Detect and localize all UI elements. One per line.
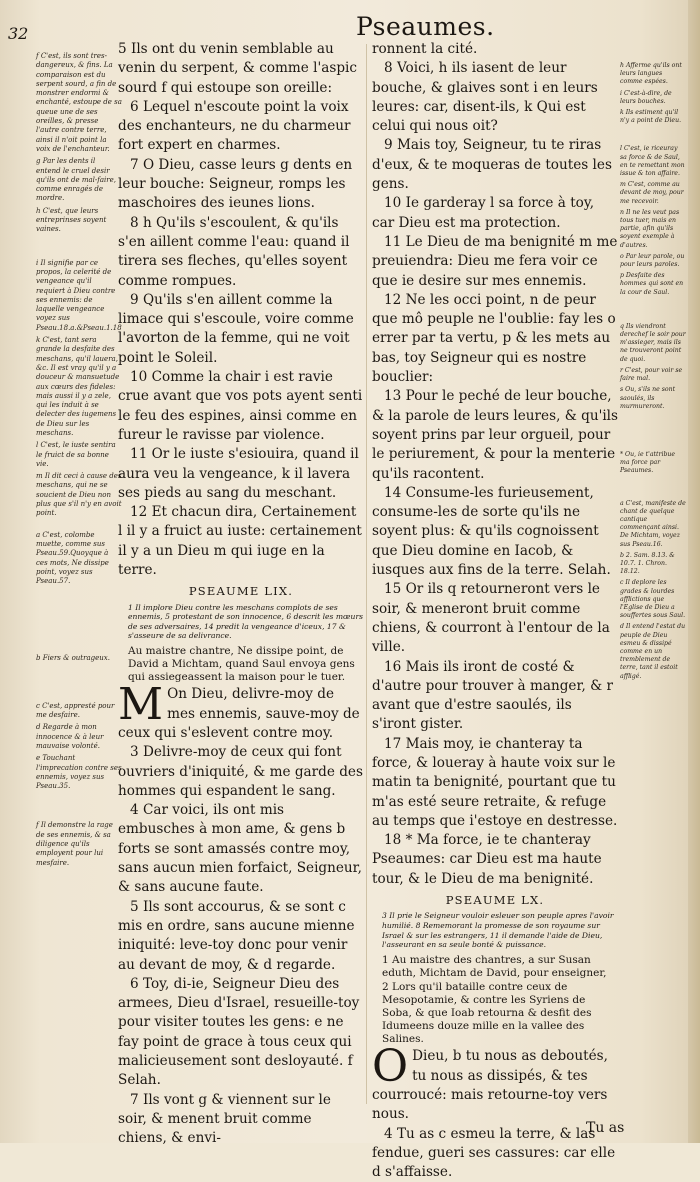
psalm-superscription: 1 Au maistre des chantres, a sur Susan eduth, Michtam de David, pour enseigner, xyxy=(372,954,618,980)
verse: 10 Ie garderay l sa force à toy, car Dieu est ma protection. xyxy=(372,194,618,233)
psalm-heading: PSEAUME LIX. xyxy=(118,582,364,601)
left-column xyxy=(118,40,364,1149)
verse: 15 Or ils q retourneront vers le soir, & meneront bruit comme chiens, & courront à l'entour de la ville. xyxy=(372,580,618,657)
verse: 7 O Dieu, casse leurs g dents en leur bouche: Seigneur, romps les maschoires des ieunes lions. xyxy=(118,156,364,214)
verse: 12 Ne les occi point, n de peur que mô peuple ne l'oublie: fay les o errer par ta vertu, p & les mets au bas, toy Seigneur qui es nostre bouclier: xyxy=(372,291,618,387)
verse: 11 Le Dieu de ma benignité m me preuiendra: Dieu me fera voir ce que ie desire sur mes ennemis. xyxy=(372,233,618,291)
verse: 5 Ils ont du venin semblable au venin du serpent, & comme l'aspic sourd f qui estoupe son oreille: xyxy=(118,40,364,98)
verse: 8 Voici, h ils iasent de leur bouche, & glaives sont i en leurs leures: car, disent-ils, k Qui est celui qui nous oit? xyxy=(372,59,618,136)
verse: 6 Toy, di-ie, Seigneur Dieu des armees, Dieu d'Israel, resueille-toy pour visiter toutes les gens: e ne fay point de grace à tous ceux qui malicieusement sont desloyauté. f Selah. xyxy=(118,975,364,1091)
verse: 18 * Ma force, ie te chanteray Pseaumes: car Dieu est ma haute tour, & le Dieu de ma benignité. xyxy=(372,831,618,889)
verse: ronnent la cité. xyxy=(372,40,618,59)
margin-note: r C'est, pour voir se faire mal. xyxy=(620,367,686,383)
margin-note: * Ou, ie t'attribue ma force par Pseaumes. xyxy=(620,451,686,476)
margin-note: c C'est, appresté pour me desfaire. xyxy=(36,702,122,721)
margin-note: b Fiers & outrageux. xyxy=(36,654,122,663)
verse-text: On Dieu, delivre-moy de mes ennemis, sauve-moy de ceux qui s'eslevent contre moy. xyxy=(118,686,360,741)
margin-note: h C'est, que leurs entreprinses soyent vaines. xyxy=(36,207,122,235)
right-margin-notes xyxy=(620,62,686,684)
margin-note: f C'est, ils sont tres-dangereux, & fins. La comparaison est du serpent sourd, a fin de monstrer endormi & enchanté, estoupe de sa queue une de ses oreilles, & presse l'autre contre terre, ainsi il n'oit point la voix de l'enchanteur. xyxy=(36,52,122,154)
verse: 4 Car voici, ils ont mis embusches à mon ame, & gens b forts se sont amassés contre moy, sans aucun mien forfaict, Seigneur, & sans aucune faute. xyxy=(118,801,364,897)
verse: 12 Et chacun dira, Certainement l il y a fruict au iuste: certainement il y a un Dieu m qui iuge en la terre. xyxy=(118,503,364,580)
verse: 13 Pour le peché de leur bouche, & la parole de leurs leures, & qu'ils soyent prins par leur orgueil, pour le periurement, & pour la menterie qu'ils racontent. xyxy=(372,387,618,483)
margin-note: a C'est, colombe muette, comme sus Pseau.59.Quoyque à ces mots, Ne dissipe point, voyez sus Pseau.57. xyxy=(36,531,122,587)
margin-note: m Il dit ceci à cause des meschans, qui ne se soucient de Dieu non plus que s'il n'y en avoit point. xyxy=(36,472,122,518)
verse-text: Dieu, b tu nous as deboutés, tu nous as dissipés, & tes courroucé: mais retourne-toy vers nous. xyxy=(372,1048,608,1122)
verse: 16 Mais ils iront de costé & d'autre pour trouver à manger, & r avant que d'estre saoulés, ils s'iront gister. xyxy=(372,658,618,735)
margin-note: o Par leur parole, ou pour leurs paroles. xyxy=(620,253,686,269)
margin-note: l C'est, le iuste sentira le fruict de sa bonne vie. xyxy=(36,441,122,469)
margin-note: k C'est, tant sera grande la desfaite des meschans, qu'il lauera, &c. Il est vray qu'il y a douceur & mansuetude aux cœurs des fideles: mais aussi il y a zele, qui les induit à se delecter des iugemens de Dieu sur les meschans. xyxy=(36,336,122,438)
margin-note: q Ils viendront derechef le soir pour m'assieger, mais ils ne trouveront point de quoi. xyxy=(620,323,686,364)
margin-note: c Il deplore les grades & lourdes afflictions que l'Eglise de Dieu a souffertes sous Saul. xyxy=(620,579,686,620)
margin-note: e Touchant l'imprecation contre ses ennemis, voyez sus Pseau.35. xyxy=(36,754,122,791)
psalm-argument: 3 Il prie le Seigneur vouloir esleuer son peuple apres l'avoir humilié. 8 Rememorant la promesse de son royaume sur Israel & sur les estrangers, 11 il demande l'aide de Dieu, l'asseurant en sa seule bonté & puissance. xyxy=(372,911,618,949)
verse: 9 Qu'ils s'en aillent comme la limace qui s'escoule, voire comme l'avorton de la femme, qui ne voit point le Soleil. xyxy=(118,291,364,368)
margin-note: i Il signifie par ce propos, la celerité de vengeance qu'il requiert à Dieu contre ses ennemis: de laquelle vengeance voyez sus Pseau.18.a.&Pseau.1.18 xyxy=(36,259,122,333)
column-divider xyxy=(366,44,367,1104)
catchword: Tu as xyxy=(586,1120,624,1136)
verse: 11 Or le iuste s'esiouira, quand il aura veu la vengeance, k il lavera ses pieds au sang du meschant. xyxy=(118,445,364,503)
verse: 8 h Qu'ils s'escoulent, & qu'ils s'en aillent comme l'eau: quand il tirera ses fleches, qu'elles soyent comme rompues. xyxy=(118,214,364,291)
margin-note: g Par les dents il entend le cruel desir qu'ils ont de mal-faire, comme enragés de mordre. xyxy=(36,157,122,203)
page-edge xyxy=(688,0,700,1143)
margin-note: k Ils estiment qu'il n'y a point de Dieu. xyxy=(620,109,686,125)
margin-note: h Afferme qu'ils ont leurs langues comme espées. xyxy=(620,62,686,87)
verse: 4 Tu as c esmeu la terre, & las fendue, gueri ses cassures: car elle d s'affaisse. xyxy=(372,1125,618,1182)
margin-note: d Il entend l'estat du peuple de Dieu esmeu & dissipé comme en un tremblement de terre, tant il estoit affligé. xyxy=(620,623,686,680)
drop-cap: M xyxy=(118,687,163,723)
verse: 17 Mais moy, ie chanteray ta force, & loueray à haute voix sur le matin ta benignité, pourtant que tu m'as esté seure retraite, & refuge au temps que i'estoye en destresse. xyxy=(372,735,618,831)
margin-note: s Ou, s'ils ne sont saoulés, ils murmureront. xyxy=(620,386,686,411)
margin-note: i C'est-à-dire, de leurs bouches. xyxy=(620,90,686,106)
psalm-argument: 1 Il implore Dieu contre les meschans complots de ses ennemis, 5 protestant de son innocence, 6 descrit les mœurs de ses adversaires, 14 predit la vengeance d'iceux, 17 & s'asseure de sa delivrance. xyxy=(118,603,364,641)
drop-cap: O xyxy=(372,1049,408,1085)
verse: 7 Ils vont g & viennent sur le soir, & menent bruit comme chiens, & envi- xyxy=(118,1091,364,1149)
margin-note: f Il demonstre la rage de ses ennemis, & sa diligence qu'ils employent pour lui mesfaire. xyxy=(36,821,122,867)
margin-note: b 2. Sam. 8.13. & 10.7. 1. Chron. 18.12. xyxy=(620,552,686,577)
verse: 10 Comme la chair i est ravie crue avant que vos pots ayent senti le feu des espines, ainsi comme en fureur le ravisse par violence. xyxy=(118,368,364,445)
verse: 6 Lequel n'escoute point la voix des enchanteurs, ne du charmeur fort expert en charmes. xyxy=(118,98,364,156)
margin-note: l C'est, ie riceuray sa force & de Saul, en te remettant mon issue & ton affaire. xyxy=(620,145,686,178)
page-number: 32 xyxy=(8,24,28,43)
left-margin-notes xyxy=(36,52,122,871)
margin-note: a C'est, manifeste de chant de quelque cantique commençant ainsi. De Michtam, voyez sus Pseau.16. xyxy=(620,500,686,549)
right-column xyxy=(372,40,618,1182)
margin-note: p Desfaite des hommes qui sont en la cour de Saul. xyxy=(620,272,686,297)
verse: 3 Delivre-moy de ceux qui font ouvriers d'iniquité, & me garde des hommes qui espandent le sang. xyxy=(118,743,364,801)
opening-verse xyxy=(118,685,364,743)
verse: 14 Consume-les furieusement, consume-les de sorte qu'ils ne soyent plus: & qu'ils cognoissent que Dieu domine en Iacob, & iusques aux fins de la terre. Selah. xyxy=(372,484,618,580)
margin-note: d Regarde à mon innocence & à leur mauvaise volonté. xyxy=(36,723,122,751)
margin-note: n Il ne les veut pas tous tuer, mais en partie, afin qu'ils soyent exemple à d'autres. xyxy=(620,209,686,250)
running-title: Pseaumes. xyxy=(356,12,495,41)
psalm-superscription: Au maistre chantre, Ne dissipe point, de David a Michtam, quand Saul envoya gens qui assiegeassent la maison pour le tuer. xyxy=(118,645,364,683)
verse: 5 Ils sont accourus, & se sont c mis en ordre, sans aucune mienne iniquité: leve-toy donc pour venir au devant de moy, & d regarde. xyxy=(118,898,364,975)
verse: 9 Mais toy, Seigneur, tu te riras d'eux, & te moqueras de toutes les gens. xyxy=(372,136,618,194)
psalm-heading: PSEAUME LX. xyxy=(372,891,618,910)
psalm-superscription: 2 Lors qu'il bataille contre ceux de Mesopotamie, & contre les Syriens de Soba, & que Ioab retourna & desfit des Idumeens douze mille en la vallee des Salines. xyxy=(372,981,618,1045)
opening-verse xyxy=(372,1047,618,1124)
margin-note: m C'est, comme au devant de moy, pour me recevoir. xyxy=(620,181,686,206)
